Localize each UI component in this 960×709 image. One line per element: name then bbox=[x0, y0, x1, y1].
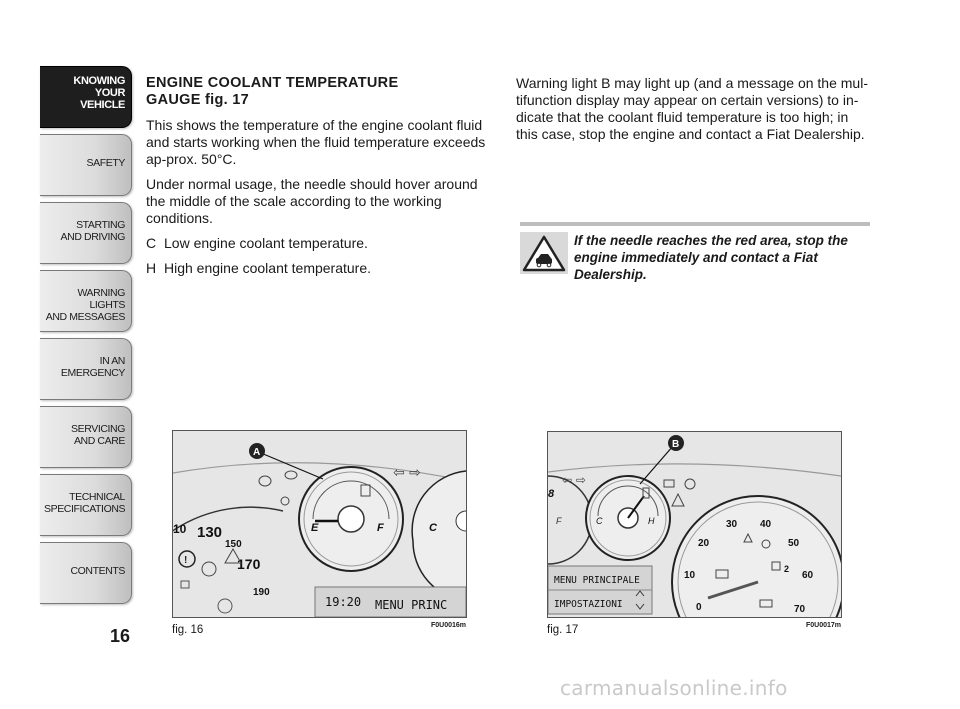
tab-warning-lights-and-messages[interactable] bbox=[40, 270, 132, 332]
warning-note bbox=[520, 232, 870, 284]
tab-label: STARTING bbox=[76, 219, 125, 231]
tab-in-an-emergency[interactable] bbox=[40, 338, 132, 400]
left-column bbox=[146, 75, 496, 285]
legend-text: Low engine coolant temperature. bbox=[164, 235, 368, 251]
tab-label: TECHNICAL bbox=[69, 491, 125, 503]
menu-line-1: MENU PRINCIPALE bbox=[554, 575, 640, 586]
tab-safety[interactable] bbox=[40, 134, 132, 196]
paragraph: Warning light B may light up (and a message on the mul-tifunction display may appear on certain versions) to in-dicate that the coolant fluid temperature is too high; in this case, stop the engine and contact a Fiat Dealership. bbox=[516, 75, 868, 142]
legend-key: C bbox=[146, 235, 157, 251]
gauge-label-c: C bbox=[596, 516, 603, 526]
gauge-label-f: F bbox=[556, 516, 562, 526]
tab-label: SERVICING bbox=[71, 423, 125, 435]
warning-triangle-icon bbox=[520, 232, 568, 274]
heading-line: GAUGE fig. 17 bbox=[146, 92, 249, 108]
legend-text: High engine coolant temperature. bbox=[164, 260, 372, 276]
rpm-label: 60 bbox=[802, 570, 814, 581]
rpm-label: 0 bbox=[696, 602, 702, 613]
rpm-label: 10 bbox=[684, 570, 696, 581]
svg-text:8: 8 bbox=[548, 488, 555, 500]
legend-item bbox=[146, 235, 496, 252]
rpm-label: 40 bbox=[760, 519, 772, 530]
gauge-label-h: H bbox=[648, 516, 655, 526]
tab-label: AND DRIVING bbox=[60, 231, 125, 243]
tab-label: VEHICLE bbox=[80, 99, 125, 111]
tab-label: AND CARE bbox=[73, 435, 125, 447]
rpm-badge: 2 bbox=[784, 564, 790, 574]
callout-label: A bbox=[253, 447, 261, 458]
tab-starting-and-driving[interactable] bbox=[40, 202, 132, 264]
speed-label: 190 bbox=[253, 587, 270, 598]
watermark: carmanualsonline.info bbox=[560, 676, 788, 700]
speed-label: 130 bbox=[197, 524, 223, 541]
tab-label: SPECIFICATIONS bbox=[44, 503, 126, 515]
figure-17 bbox=[547, 431, 842, 618]
display-menu: MENU PRINC bbox=[375, 598, 448, 612]
gauge-label-c: C bbox=[429, 522, 437, 534]
tab-label: EMERGENCY bbox=[60, 367, 125, 379]
legend-item bbox=[146, 260, 496, 277]
tab-label: CONTENTS bbox=[70, 565, 125, 577]
figure-16 bbox=[172, 430, 467, 618]
section-tabs bbox=[40, 66, 132, 610]
heading-line: ENGINE COOLANT TEMPERATURE bbox=[146, 75, 399, 91]
turn-signal-icons: ⇦ ⇨ bbox=[393, 465, 421, 481]
paragraph: Under normal usage, the needle should hover around the middle of the scale according to the working conditions. bbox=[146, 176, 478, 226]
svg-text:!: ! bbox=[184, 555, 188, 566]
figure-caption: fig. 17 bbox=[547, 624, 579, 636]
rpm-label: 50 bbox=[788, 538, 800, 549]
legend-key: H bbox=[146, 260, 157, 276]
tab-label: SAFETY bbox=[86, 157, 125, 169]
tab-label: KNOWING bbox=[73, 75, 125, 87]
divider bbox=[520, 222, 870, 226]
figure-code: F0U0017m bbox=[806, 622, 842, 629]
tab-label: WARNING LIGHTS bbox=[77, 287, 125, 311]
callout-label: B bbox=[672, 439, 680, 450]
figure-caption: fig. 16 bbox=[172, 624, 204, 636]
tab-knowing-your-vehicle[interactable] bbox=[40, 66, 132, 128]
speed-label: 150 bbox=[225, 539, 242, 550]
section-heading bbox=[146, 75, 496, 109]
tab-label: IN AN bbox=[99, 355, 125, 367]
page-number: 16 bbox=[109, 626, 130, 646]
display-time: 19:20 bbox=[325, 595, 362, 609]
menu-line-2: IMPOSTAZIONI bbox=[554, 599, 623, 610]
rpm-label: 30 bbox=[726, 519, 738, 530]
rpm-label: 70 bbox=[794, 604, 806, 615]
speed-label: 170 bbox=[237, 556, 261, 572]
turn-signal-icons: ⇦ ⇨ bbox=[562, 473, 586, 487]
speed-label: 10 bbox=[173, 522, 187, 536]
gauge-label-f: F bbox=[377, 522, 384, 534]
gauge-label-e: E bbox=[311, 522, 319, 534]
tab-servicing-and-care[interactable] bbox=[40, 406, 132, 468]
rpm-label: 20 bbox=[698, 538, 710, 549]
figure-code: F0U0016m bbox=[431, 622, 467, 629]
tab-label: YOUR bbox=[94, 87, 125, 99]
tab-contents[interactable] bbox=[40, 542, 132, 604]
tab-label: AND MESSAGES bbox=[45, 311, 125, 323]
right-column bbox=[516, 75, 870, 151]
warning-text: If the needle reaches the red area, stop the engine immediately and contact a Fiat Dealership. bbox=[574, 233, 848, 282]
paragraph: This shows the temperature of the engine coolant fluid and starts working when the fluid temperature exceeds ap-prox. 50°C. bbox=[146, 117, 486, 167]
tab-technical-specifications[interactable] bbox=[40, 474, 132, 536]
